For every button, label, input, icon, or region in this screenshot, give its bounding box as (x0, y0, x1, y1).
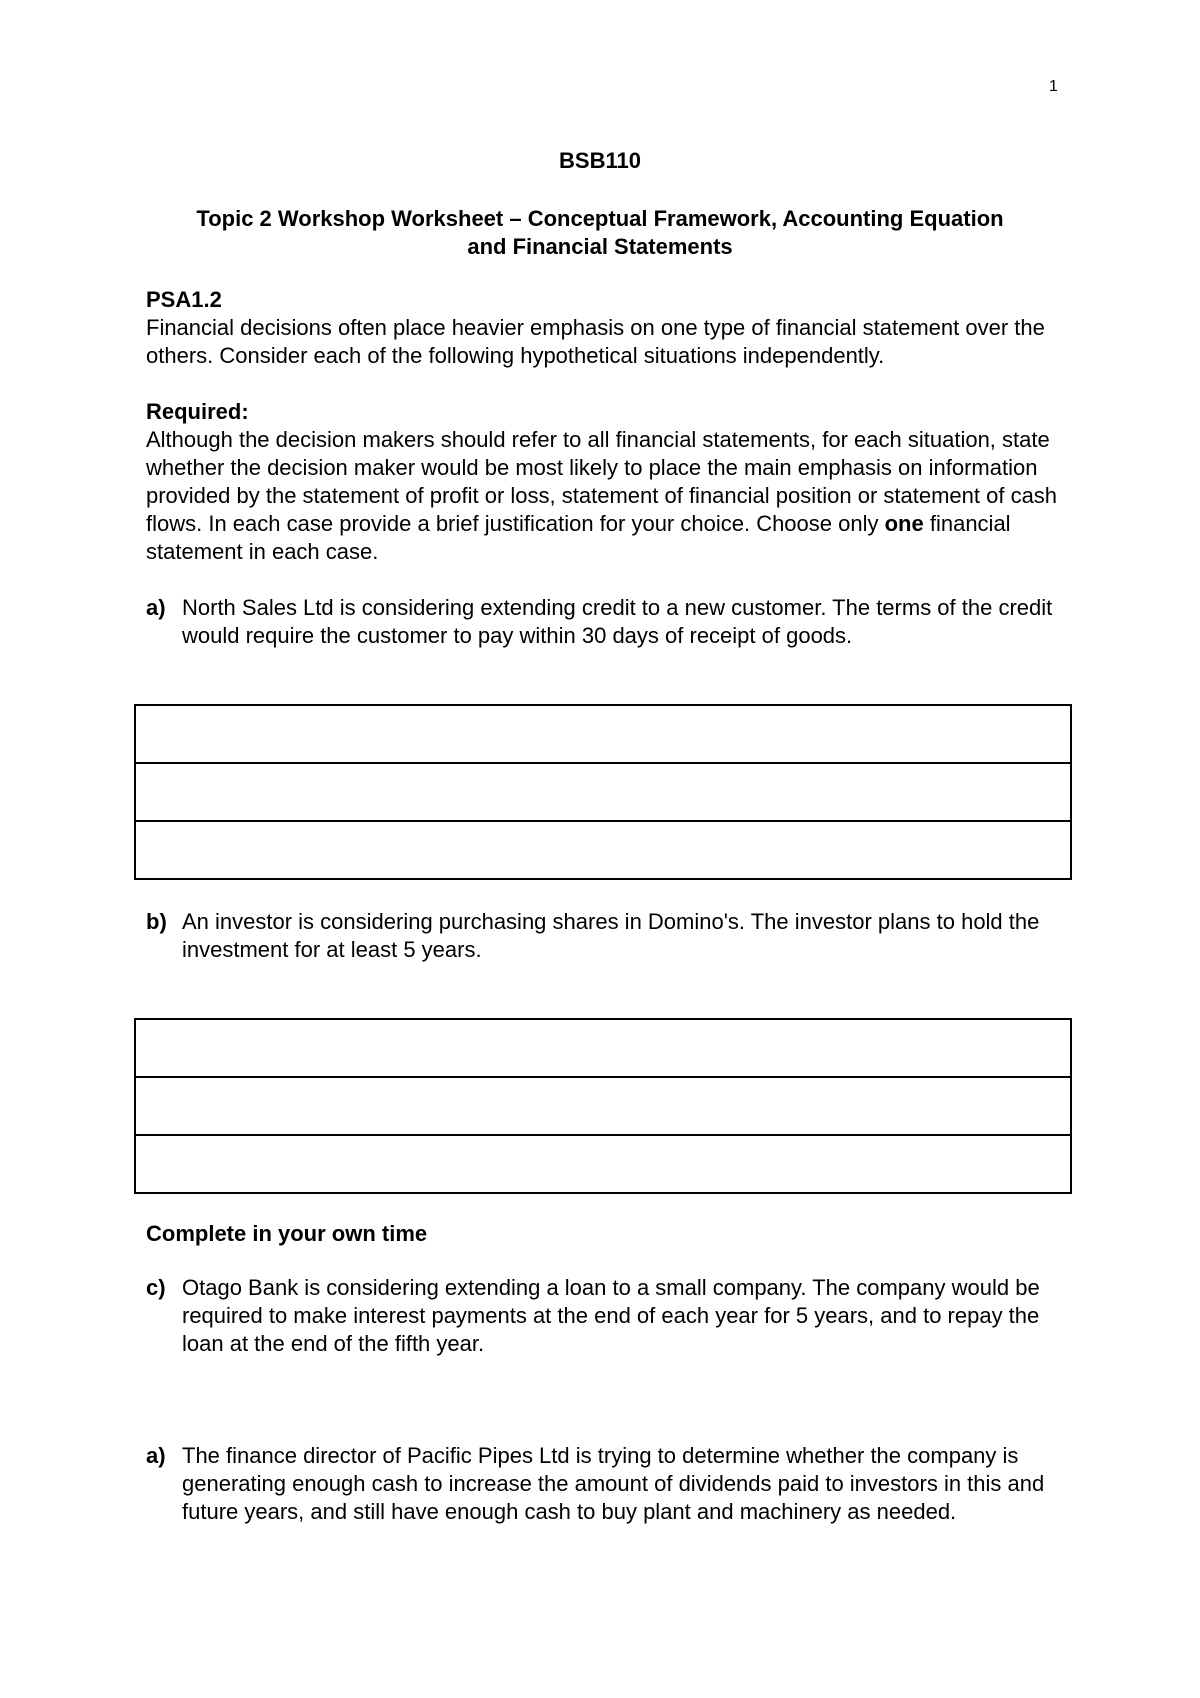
answer-box (134, 1018, 1072, 1194)
problem-section (146, 286, 1066, 370)
question-text: The finance director of Pacific Pipes Ltd is trying to determine whether the company is generating enough cash to increase the amount of dividends paid to investors in this and future years, and still have enough cash to buy plant and machinery as needed. (182, 1443, 1045, 1524)
question-label: c) (146, 1275, 166, 1300)
answer-line[interactable] (136, 764, 1070, 822)
required-heading: Required: (146, 399, 249, 424)
own-time-heading: Complete in your own time (146, 1221, 428, 1246)
answer-line[interactable] (136, 822, 1070, 878)
answer-line[interactable] (136, 1020, 1070, 1078)
answer-line[interactable] (136, 706, 1070, 764)
required-text-emphasis: one (884, 511, 924, 536)
required-text-part-2: financial statement in each case. (146, 511, 1011, 564)
question-label: b) (146, 909, 167, 934)
required-text (146, 426, 1066, 566)
document-title (140, 205, 1060, 261)
problem-code: PSA1.2 (146, 287, 222, 312)
required-text-part-1: Although the decision makers should refer to all financial statements, for each situation, state whether the decision maker would be most likely to place the main emphasis on information provided by the statement of profit or loss, statement of financial position or statement of cash flows. In each case provide a brief justification for your choice. Choose only (146, 427, 1058, 536)
problem-intro: Financial decisions often place heavier emphasis on one type of financial statement over the others. Consider each of the following hypothetical situations independently. (146, 315, 1045, 368)
answer-line[interactable] (136, 1078, 1070, 1136)
question-text: Otago Bank is considering extending a loan to a small company. The company would be required to make interest payments at the end of each year for 5 years, and to repay the loan at the end of the fifth year. (182, 1275, 1040, 1356)
page-number: 1 (1049, 78, 1058, 95)
question-item (146, 908, 1066, 964)
question-item (146, 1442, 1066, 1526)
question-label: a) (146, 1443, 166, 1468)
question-text: North Sales Ltd is considering extending credit to a new customer. The terms of the credit would require the customer to pay within 30 days of receipt of goods. (182, 595, 1053, 648)
question-item (146, 594, 1066, 650)
document-title-line-2: and Financial Statements (467, 234, 733, 259)
course-code: BSB110 (559, 148, 641, 173)
question-item (146, 1274, 1066, 1358)
document-title-line-1: Topic 2 Workshop Worksheet – Conceptual Framework, Accounting Equation (196, 206, 1004, 231)
answer-box (134, 704, 1072, 880)
answer-line[interactable] (136, 1136, 1070, 1192)
question-label: a) (146, 595, 166, 620)
question-text: An investor is considering purchasing shares in Domino's. The investor plans to hold the investment for at least 5 years. (182, 909, 1040, 962)
required-section (146, 398, 1066, 566)
